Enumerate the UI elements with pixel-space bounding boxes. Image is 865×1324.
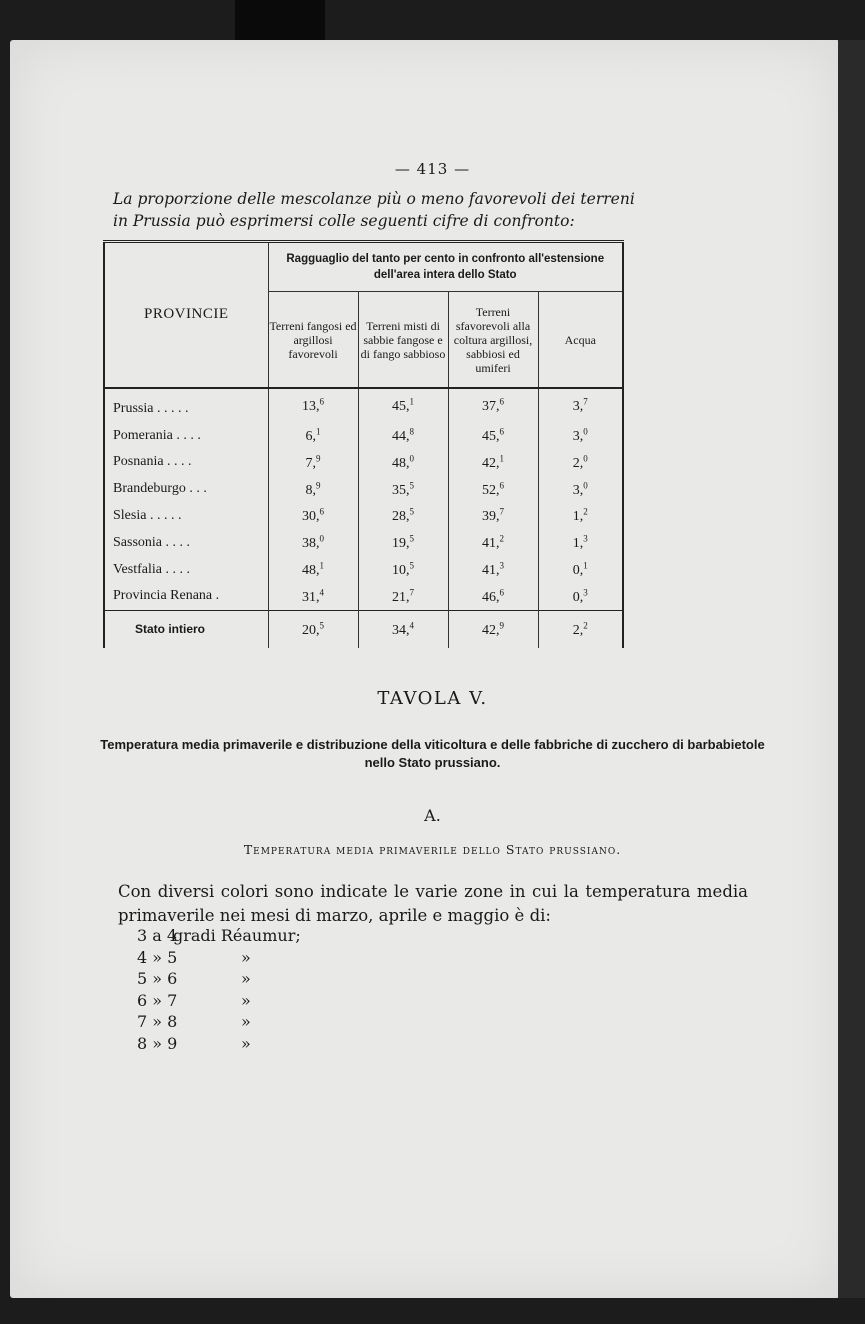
cell-value: 3,$^0$ (538, 476, 623, 503)
page-number: — 413 — (394, 160, 471, 178)
province-name: Brandeburgo . . . (104, 476, 268, 503)
province-name: Provincia Renana . (104, 583, 268, 610)
list-unit: » (241, 1033, 251, 1053)
cell-value: 1,$^2$ (538, 503, 623, 530)
cell-value: 39,$^7$ (448, 503, 538, 530)
cell-value: 2,$^0$ (538, 449, 623, 476)
table-row (104, 449, 623, 476)
cell-value: 44,$^8$ (358, 422, 448, 449)
list-unit: gradi Réaumur; (173, 926, 301, 945)
col-header-favorable: Terreni fangosi ed argillosi favorevoli (268, 292, 358, 388)
tavola-title: TAVOLA V. (377, 688, 488, 709)
list-range: 8 » 9 (137, 1033, 178, 1053)
section-letter: A. (424, 806, 441, 825)
cell-value: 13,$^6$ (268, 388, 358, 422)
province-name: Slesia . . . . . (104, 503, 268, 530)
cell-value: 28,$^5$ (358, 503, 448, 530)
scan-edge-right (838, 40, 865, 1298)
list-range: 3 a 4 (137, 926, 178, 945)
cell-value: 37,$^6$ (448, 388, 538, 422)
list-unit: » (241, 1012, 251, 1031)
list-range: 5 » 6 (137, 969, 178, 988)
list-unit: » (241, 969, 251, 988)
cell-value: 52,$^6$ (448, 476, 538, 503)
table-row (104, 388, 623, 422)
cell-value: 0,$^3$ (538, 583, 623, 610)
soil-table (103, 240, 624, 648)
cell-value: 21,$^7$ (358, 583, 448, 610)
tavola-subtitle: Temperatura media primaverile e distribuzione della viticoltura e delle fabbriche di zucchero di barbabietole nello Stato prussiano. (100, 737, 765, 770)
province-name: Posnania . . . . (104, 449, 268, 476)
total-value: 20,$^5$ (268, 610, 358, 648)
total-name: Stato intiero (104, 610, 268, 648)
cell-value: 3,$^0$ (538, 422, 623, 449)
cell-value: 38,$^0$ (268, 529, 358, 556)
cell-value: 35,$^5$ (358, 476, 448, 503)
col-header-mixed: Terreni misti di sabbie fangose e di fango sabbioso (358, 292, 448, 388)
cell-value: 30,$^6$ (268, 503, 358, 530)
intro-paragraph (113, 188, 753, 232)
cell-value: 41,$^2$ (448, 529, 538, 556)
table-row (104, 476, 623, 503)
list-item (137, 990, 337, 1012)
total-value: 34,$^4$ (358, 610, 448, 648)
cell-value: 3,$^7$ (538, 388, 623, 422)
table-row (104, 529, 623, 556)
cell-value: 10,$^5$ (358, 556, 448, 583)
total-value: 42,$^9$ (448, 610, 538, 648)
body-paragraph: Con diversi colori sono indicate le varie zone in cui la temperatura media primaverile nei mesi di marzo, aprile e maggio è di: (118, 882, 748, 925)
cell-value: 48,$^0$ (358, 449, 448, 476)
table-row (104, 583, 623, 610)
col-header-water: Acqua (538, 292, 623, 388)
list-range: 7 » 8 (137, 1012, 178, 1031)
cell-value: 31,$^4$ (268, 583, 358, 610)
list-item (137, 1033, 337, 1055)
table-row (104, 556, 623, 583)
list-item (137, 1011, 337, 1033)
province-name: Pomerania . . . . (104, 422, 268, 449)
cell-value: 41,$^3$ (448, 556, 538, 583)
table-row (104, 503, 623, 530)
table-total-row (104, 610, 623, 648)
table-summary-header: Ragguaglio del tanto per cento in confronto all'estensione dell'area intera dello Stato (268, 242, 623, 292)
province-name: Prussia . . . . . (104, 388, 268, 422)
list-unit: » (241, 990, 251, 1010)
list-unit: » (241, 947, 251, 967)
list-range: 4 » 5 (137, 947, 178, 967)
cell-value: 0,$^1$ (538, 556, 623, 583)
total-value: 2,$^2$ (538, 610, 623, 648)
table-body (104, 388, 623, 610)
section-title-text: Temperatura media primaverile dello Stato prussiano. (243, 842, 622, 857)
cell-value: 45,$^6$ (448, 422, 538, 449)
cell-value: 7,$^9$ (268, 449, 358, 476)
section-title (0, 842, 865, 857)
table-row (104, 422, 623, 449)
intro-line-2: in Prussia può esprimersi colle seguenti cifre di confronto: (113, 212, 575, 230)
intro-line-1: La proporzione delle mescolanze più o meno favorevoli dei terreni (113, 190, 635, 208)
cell-value: 46,$^6$ (448, 583, 538, 610)
col-header-unfavorable: Terreni sfavorevoli alla coltura argillosi, sabbiosi ed umiferi (448, 292, 538, 388)
province-name: Sassonia . . . . (104, 529, 268, 556)
cell-value: 45,$^1$ (358, 388, 448, 422)
list-item (137, 947, 337, 969)
provinces-header: PROVINCIE (104, 242, 268, 388)
province-name: Vestfalia . . . . (104, 556, 268, 583)
cell-value: 6,$^1$ (268, 422, 358, 449)
cell-value: 42,$^1$ (448, 449, 538, 476)
cell-value: 48,$^1$ (268, 556, 358, 583)
cell-value: 1,$^3$ (538, 529, 623, 556)
cell-value: 8,$^9$ (268, 476, 358, 503)
list-range: 6 » 7 (137, 990, 178, 1010)
cell-value: 19,$^5$ (358, 529, 448, 556)
list-item (137, 925, 337, 947)
scan-edge-dark (235, 0, 325, 40)
list-item (137, 968, 337, 990)
temperature-list (137, 925, 337, 1054)
